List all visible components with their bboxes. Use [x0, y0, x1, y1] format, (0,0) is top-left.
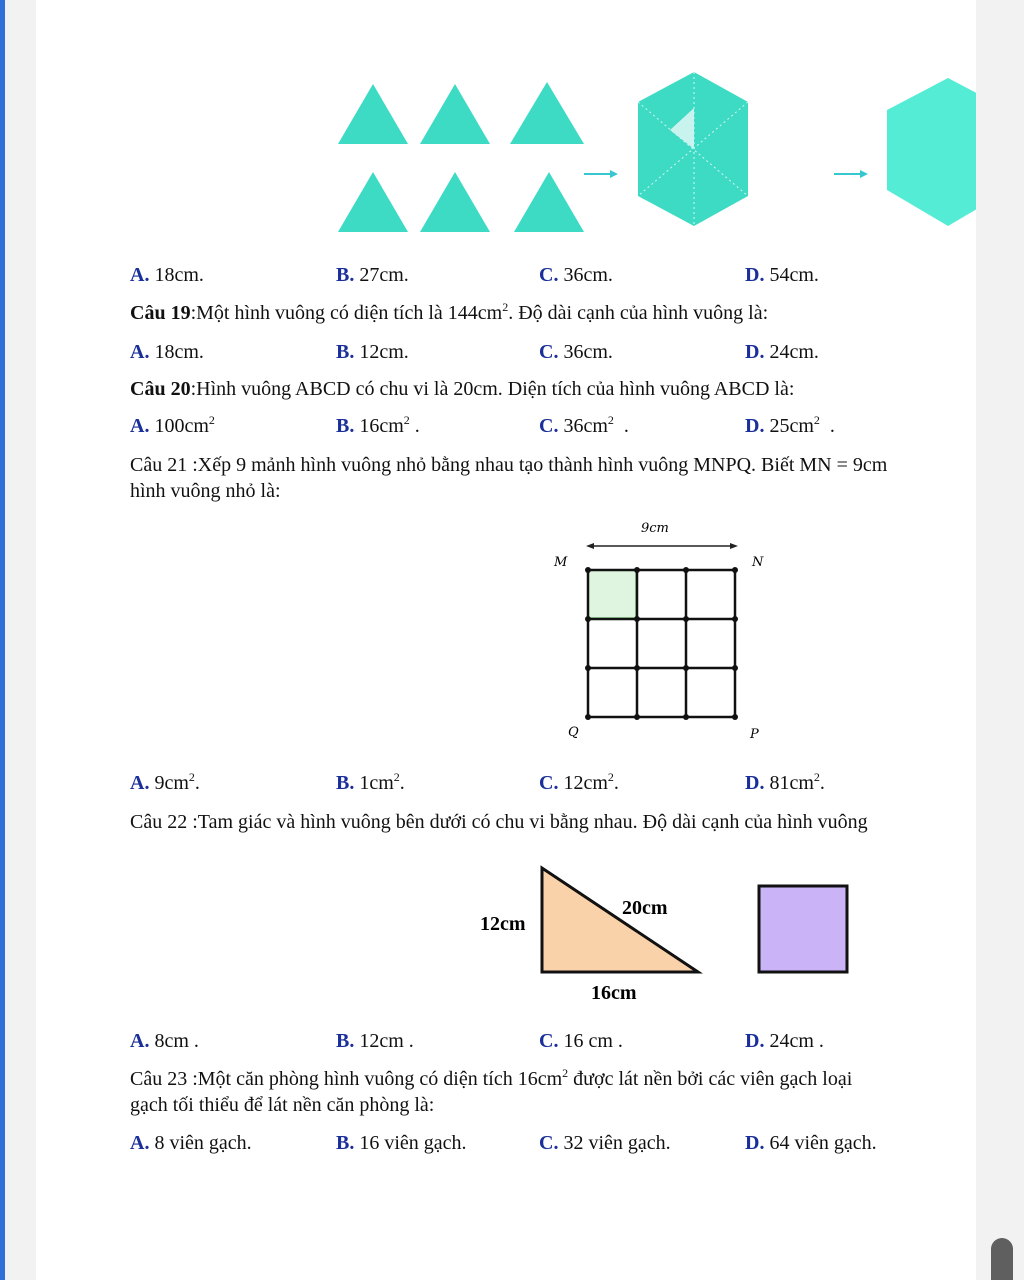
triangle-shape: [420, 172, 490, 232]
window-edge-bar: [0, 0, 5, 1280]
option-b[interactable]: B. 16 viên gạch.: [336, 1132, 467, 1154]
option-c[interactable]: C. 36cm.: [539, 341, 613, 363]
option-a[interactable]: A. 8 viên gạch.: [130, 1132, 252, 1154]
option-b[interactable]: B. 12cm.: [336, 341, 409, 363]
option-b[interactable]: B. $16cm^2$ .: [336, 413, 420, 437]
vertex-q-label: Q: [568, 725, 579, 740]
document-page: [36, 0, 976, 1280]
side-label-12cm: 12cm: [480, 913, 526, 935]
option-d[interactable]: D. 24cm .: [745, 1030, 824, 1052]
purple-square: [759, 886, 847, 972]
option-d[interactable]: D. 64 viên gạch.: [745, 1132, 877, 1154]
vertex-p-label: P: [750, 727, 759, 742]
length-arrow: [586, 543, 738, 549]
length-label: 9cm: [641, 521, 669, 536]
option-c[interactable]: C. 16 cm .: [539, 1030, 623, 1052]
option-c[interactable]: C. $36cm^2$ .: [539, 413, 629, 437]
triangle-shape: [420, 84, 490, 144]
option-a[interactable]: A. $9cm^2$.: [130, 770, 200, 794]
triangle-shape: [510, 82, 584, 144]
question-19: Câu 19:Một hình vuông có diện tích là $144cm^2$. Độ dài cạnh của hình vuông là:: [130, 300, 769, 324]
option-a[interactable]: A. 18cm.: [130, 341, 204, 363]
triangle-square-figure: [472, 858, 862, 1008]
option-d[interactable]: D. 24cm.: [745, 341, 819, 363]
triangle-shape: [514, 172, 584, 232]
option-d[interactable]: D. $25cm^2$ .: [745, 413, 835, 437]
option-c[interactable]: C. $12cm^2$.: [539, 770, 619, 794]
question-23: Câu 23 :Một căn phòng hình vuông có diện tích $16cm^2$ được lát nền bởi các viên gạch loại: [130, 1066, 853, 1090]
assembled-hexagon: [638, 72, 748, 226]
option-a[interactable]: A. 18cm.: [130, 264, 204, 286]
triangle-shape: [338, 172, 408, 232]
question-21: Câu 21 :Xếp 9 mảnh hình vuông nhỏ bằng nhau tạo thành hình vuông MNPQ. Biết MN = 9cm: [130, 454, 888, 476]
option-c[interactable]: C. 36cm.: [539, 264, 613, 286]
side-label-20cm: 20cm: [622, 897, 668, 919]
option-a[interactable]: A. $100cm^2$: [130, 413, 215, 437]
scrollbar-thumb[interactable]: [991, 1238, 1013, 1280]
arrow-icon: [834, 170, 868, 178]
option-d[interactable]: D. 54cm.: [745, 264, 819, 286]
question-21-continued: hình vuông nhỏ là:: [130, 480, 281, 502]
side-label-16cm: 16cm: [591, 982, 637, 1004]
vertex-m-label: M: [554, 555, 568, 570]
question-22: Câu 22 :Tam giác và hình vuông bên dưới có chu vi bằng nhau. Độ dài cạnh của hình vuông: [130, 811, 868, 833]
option-b[interactable]: B. 12cm .: [336, 1030, 414, 1052]
triangles-hexagon-figure: [326, 60, 976, 240]
right-triangle: [542, 868, 698, 972]
option-c[interactable]: C. 32 viên gạch.: [539, 1132, 671, 1154]
option-b[interactable]: B. 27cm.: [336, 264, 409, 286]
option-b[interactable]: B. $1cm^2$.: [336, 770, 405, 794]
option-d[interactable]: D. $81cm^2$.: [745, 770, 825, 794]
option-a[interactable]: A. 8cm .: [130, 1030, 199, 1052]
highlighted-small-square: [588, 570, 636, 618]
question-20: Câu 20:Hình vuông ABCD có chu vi là 20cm. Diện tích của hình vuông ABCD là:: [130, 378, 795, 400]
question-23-continued: gạch tối thiểu để lát nền căn phòng là:: [130, 1094, 435, 1116]
vertex-n-label: N: [752, 555, 764, 570]
triangle-shape: [338, 84, 408, 144]
mnpq-grid-figure: [536, 512, 776, 747]
arrow-icon: [584, 170, 618, 178]
final-hexagon: [887, 78, 976, 226]
